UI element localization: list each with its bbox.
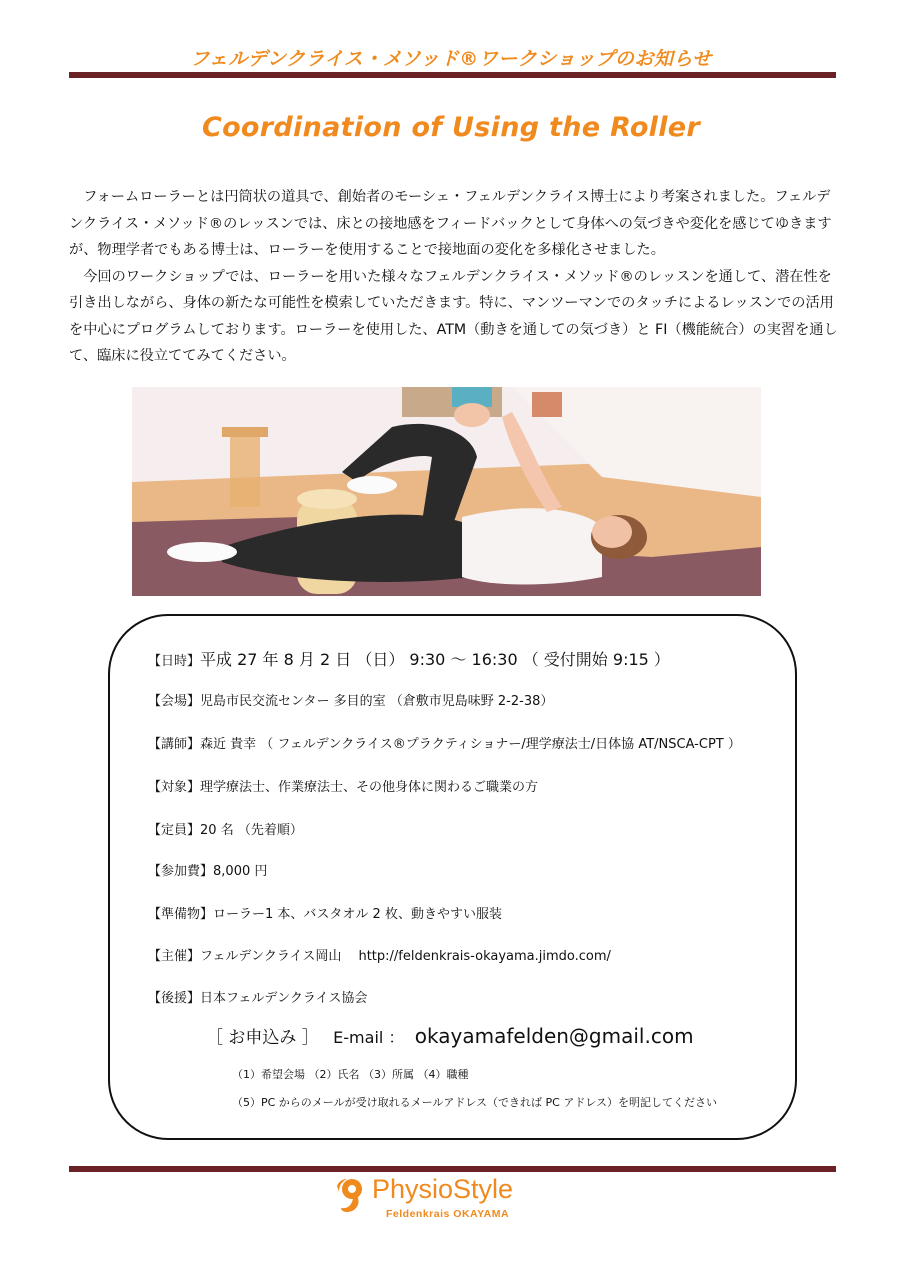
venue-value: 児島市民交流センター 多目的室 （倉敷市児島味野 2-2-38）: [200, 694, 554, 709]
host-value: フェルデンクライス岡山 http://feldenkrais-okayama.jimdo.com/: [200, 949, 611, 964]
date-label: 【日時】: [148, 654, 201, 669]
logo-subtitle: Feldenkrais OKAYAMA: [386, 1208, 510, 1220]
support-value: 日本フェルデンクライス協会: [200, 991, 368, 1006]
capacity-value: 20 名 （先着順）: [200, 823, 303, 838]
lecturer-value: 森近 貴幸 （ フェルデンクライス®プラクティショナー/理学療法士/日体協 AT/NSCA-CPT ）: [200, 737, 741, 752]
target-value: 理学療法士、作業療法士、その他身体に関わるご職業の方: [200, 780, 539, 795]
venue-label: 【会場】: [148, 694, 201, 709]
fee-value: 8,000 円: [213, 864, 268, 879]
support-label: 【後援】: [148, 991, 201, 1006]
venue-row: [148, 690, 553, 709]
apply-email[interactable]: okayamafelden@gmail.com: [414, 1024, 694, 1048]
date-value: 平成 27 年 8 月 2 日 （日） 9:30 ～ 16:30 （ 受付開始 9:15 ）: [200, 650, 670, 669]
top-divider: [69, 72, 836, 78]
main-title: Coordination of Using the Roller: [201, 112, 701, 143]
apply-email-prefix: E-mail ：: [333, 1028, 405, 1047]
support-row: [148, 987, 367, 1006]
apply-label: ［ お申込み ］: [206, 1028, 319, 1048]
header-title: フェルデンクライス・メソッド®ワークショップのお知らせ: [190, 48, 712, 70]
items-row: [148, 903, 502, 922]
logo-text: PhysioStyle: [372, 1174, 514, 1204]
lecturer-row: [148, 733, 741, 752]
items-label: 【準備物】: [148, 907, 214, 922]
bottom-divider: [69, 1166, 836, 1172]
apply-line: [206, 1023, 694, 1048]
date-row: [148, 647, 670, 670]
apply-note-1: （1）希望会場 （2）氏名 （3）所属 （4）職種: [232, 1068, 469, 1081]
physiostyle-logo-icon: [335, 1176, 369, 1218]
host-row: [148, 945, 611, 964]
fee-label: 【参加費】: [148, 864, 214, 879]
target-row: [148, 776, 538, 795]
intro-paragraph-2: 今回のワークショップでは、ローラーを用いた様々なフェルデンクライス・メソッド®のレッスンを通して、潜在性を引き出しながら、身体の新たな可能性を模索していただきます。特に、マンツーマンでのタッチによるレッスンでの活用を中心にプログラムしております。ローラーを使用した、ATM（動きを通しての気づき）と FI（機能統合）の実習を通して、臨床に役立ててみてください。: [69, 268, 838, 364]
fee-row: [148, 860, 267, 879]
items-value: ローラー1 本、バスタオル 2 枚、動きやすい服装: [213, 907, 502, 922]
roller-lesson-photo: [132, 387, 761, 596]
target-label: 【対象】: [148, 780, 201, 795]
capacity-label: 【定員】: [148, 823, 201, 838]
host-label: 【主催】: [148, 949, 201, 964]
apply-note-2: （5）PC からのメールが受け取れるメールアドレス（できれば PC アドレス）を明記してください: [232, 1096, 718, 1109]
intro-text: [69, 184, 839, 370]
lecturer-label: 【講師】: [148, 737, 201, 752]
intro-paragraph-1: フォームローラーとは円筒状の道具で、創始者のモーシェ・フェルデンクライス博士により考案されました。フェルデンクライス・メソッド®のレッスンでは、床との接地感をフィードバックとして身体への気づきや変化を感じてゆきますが、物理学者でもある博士は、ローラーを使用することで接地面の変化を多様化させました。: [69, 189, 832, 258]
capacity-row: [148, 819, 303, 838]
